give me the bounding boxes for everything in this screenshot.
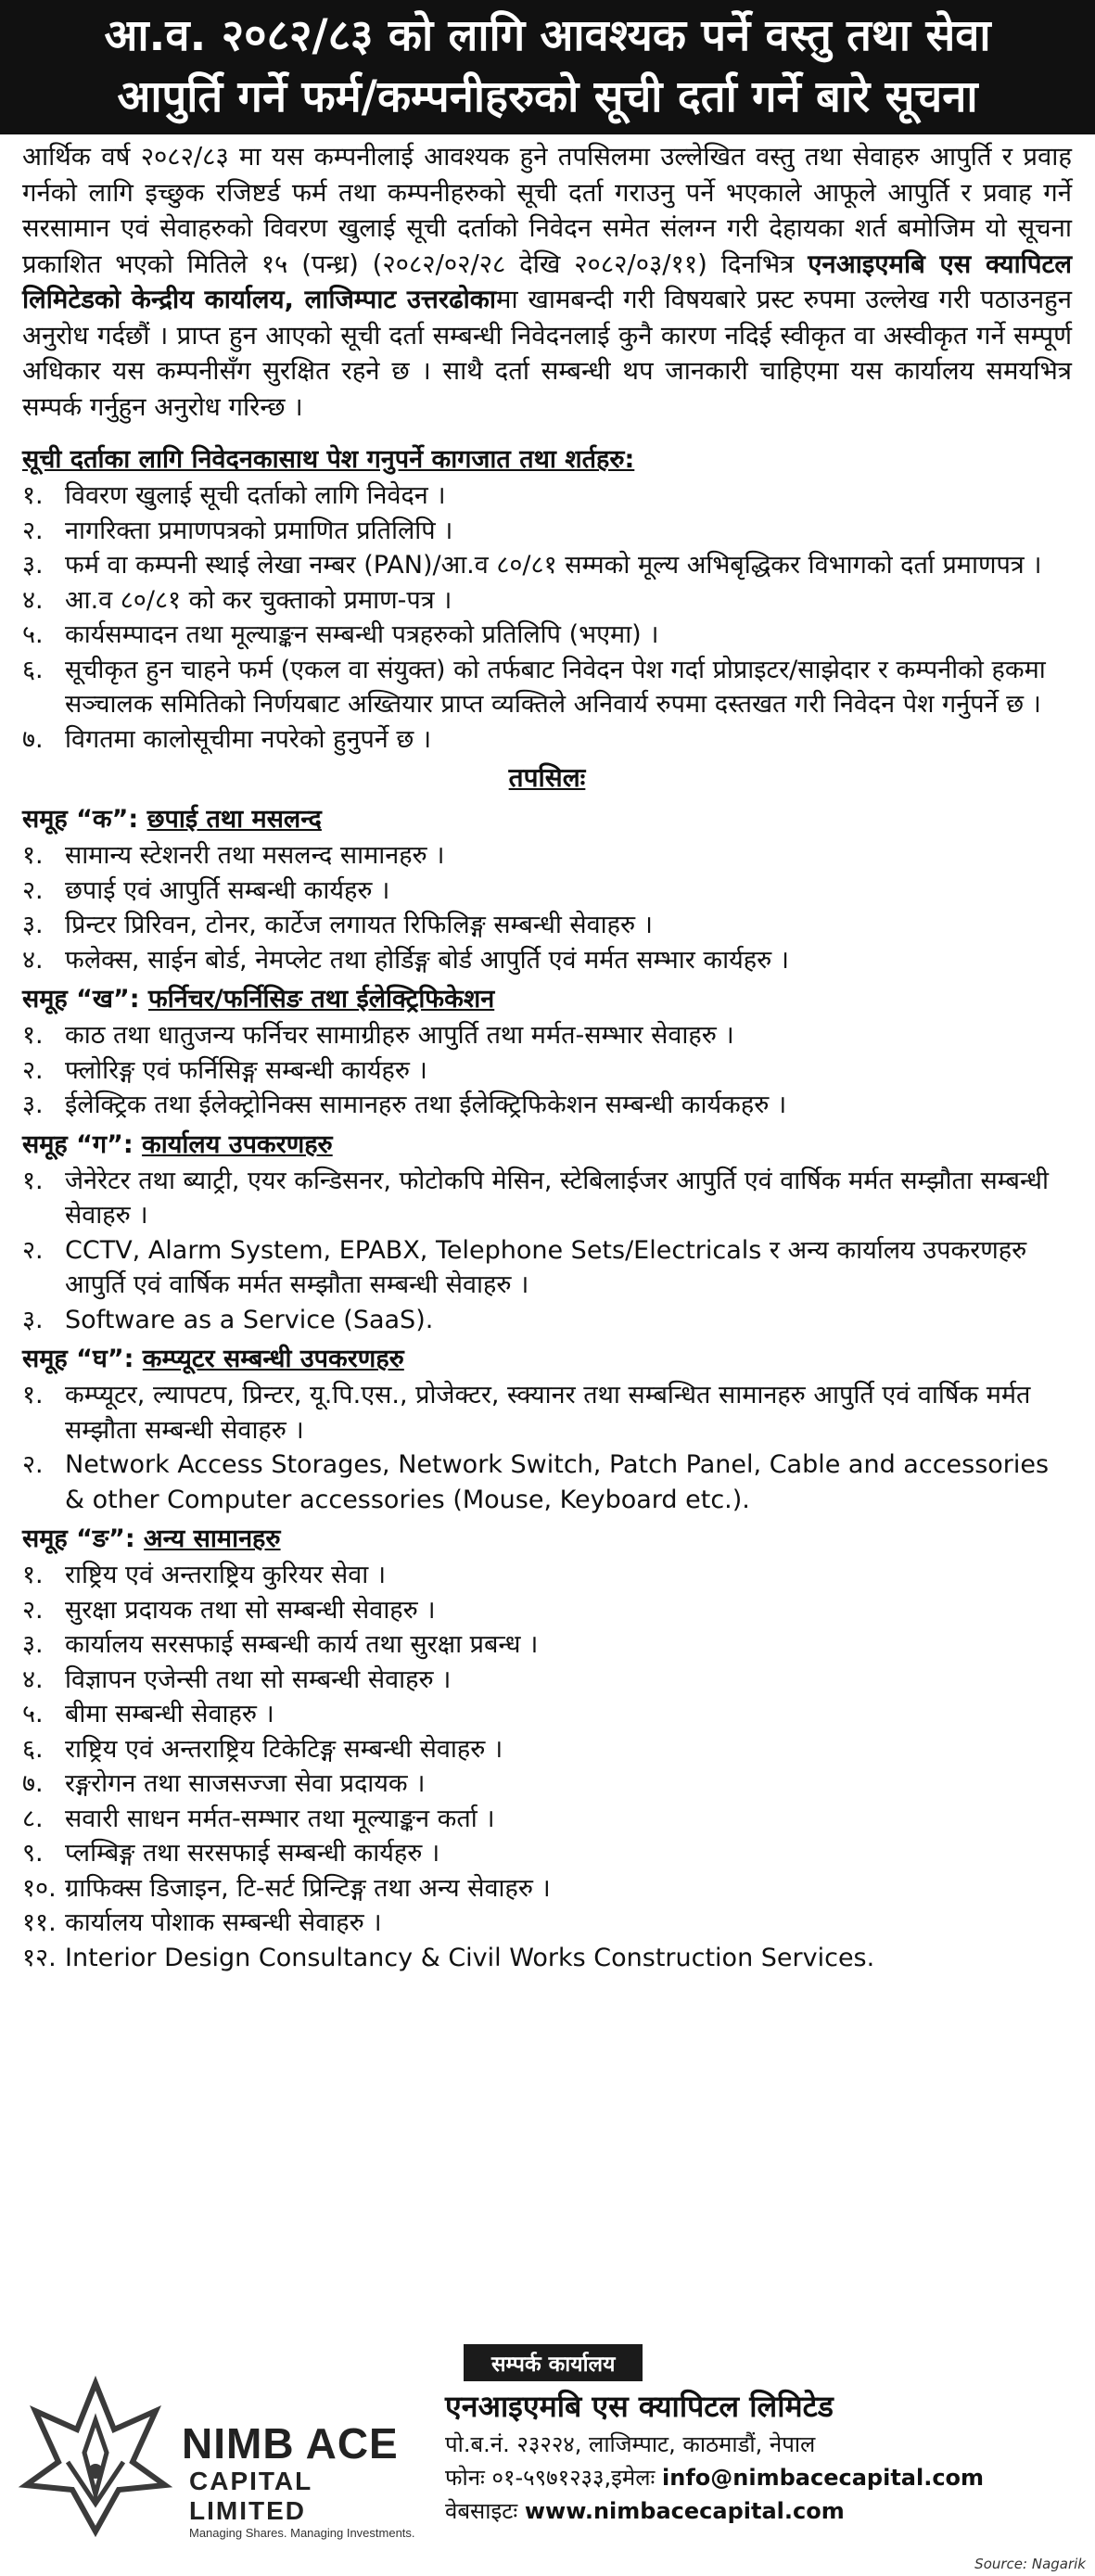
contact-block — [445, 2344, 1085, 2528]
item-number: १. — [22, 1021, 44, 1050]
brand-tagline: Managing Shares. Managing Investments. — [189, 2526, 415, 2540]
item-text: विगतमा कालोसूचीमा नपरेको हुनुपर्ने छ । — [65, 724, 432, 754]
brand-text — [182, 2420, 425, 2540]
service-group — [22, 1127, 1072, 1338]
website-label: वेबसाइटः — [445, 2498, 518, 2524]
service-item — [22, 1697, 1072, 1732]
group-label: समूह “ङ”: — [22, 1524, 145, 1553]
service-item — [22, 1906, 1072, 1941]
item-text: सुरक्षा प्रदायक तथा सो सम्बन्धी सेवाहरु । — [65, 1595, 436, 1625]
item-number: २. — [22, 516, 44, 545]
service-item — [22, 874, 1072, 909]
service-item — [22, 1871, 1072, 1906]
group-title — [22, 801, 1072, 838]
item-text: Software as a Service (SaaS). — [65, 1305, 434, 1334]
item-text: सवारी साधन मर्मत-सम्भार तथा मूल्याङ्कन कर्ता । — [65, 1804, 495, 1833]
service-group — [22, 981, 1072, 1123]
service-group — [22, 801, 1072, 977]
service-item — [22, 1164, 1072, 1233]
contact-office-label: सम्पर्क कार्यालय — [464, 2344, 643, 2381]
phone-number: ०१-५९७१२३३, — [491, 2465, 612, 2491]
brand-subtitle: CAPITAL LIMITED — [189, 2467, 312, 2525]
item-number: ३. — [22, 1090, 44, 1119]
company-name: एनआइएमबि एस क्यापिटल लिमिटेड — [445, 2389, 834, 2424]
item-number: ५. — [22, 1700, 44, 1728]
group-name: कम्प्यूटर सम्बन्धी उपकरणहरु — [142, 1345, 404, 1373]
service-item — [22, 1378, 1072, 1447]
item-text: कार्यालय पोशाक सम्बन्धी सेवाहरु । — [65, 1908, 382, 1937]
intro-text-2: मा खामबन्दी गरी विषयबारे प्रस्ट रुपमा उल्लेख गरी पठाउनहुन अनुरोध गर्दछौं । प्राप्त हुन आएको सूची दर्ता सम्बन्धी निवेदनलाई कुनै कारण नदिई स्वीकृत वा अस्वीकृत गर्ने सम्पूर्ण अधिकार यस कम्पनीसँग सुरक्षित रहने छ । साथै दर्ता सम्बन्धी थप जानकारी चाहिएमा यस कार्यालय समयभित्र सम्पर्क गर्नुहुन अनुरोध गरिन्छ । — [22, 285, 1073, 422]
group-items — [22, 838, 1072, 977]
postal-address: पो.ब.नं. २३२२४, लाजिम्पाट, काठमाडौं, नेपाल — [445, 2431, 816, 2457]
group-title — [22, 1127, 1072, 1164]
service-group — [22, 1521, 1072, 1975]
item-number: ३. — [22, 551, 44, 580]
item-text: ईलेक्ट्रिक तथा ईलेक्ट्रोनिक्स सामानहरु तथा ईलेक्ट्रिफिकेशन सम्बन्धी कार्यकहरु । — [65, 1090, 787, 1119]
service-item — [22, 908, 1072, 943]
requirement-item — [22, 548, 1072, 583]
item-text: राष्ट्रिय एवं अन्तराष्ट्रिय टिकेटिङ्ग सम्बन्धी सेवाहरु । — [65, 1734, 503, 1764]
notice-body — [22, 139, 1072, 1975]
item-number: ३. — [22, 911, 44, 939]
service-item — [22, 1802, 1072, 1837]
phone-label: फोनः — [445, 2465, 485, 2491]
item-text: कार्यसम्पादन तथा मूल्याङ्कन सम्बन्धी पत्रहरुको प्रतिलिपि (भएमा) । — [65, 620, 659, 649]
service-item — [22, 1627, 1072, 1663]
group-name: छपाई तथा मसलन्द — [146, 805, 322, 834]
item-text: नागरिक्ता प्रमाणपत्रको प्रमाणित प्रतिलिपि । — [65, 516, 453, 545]
requirement-item — [22, 478, 1072, 514]
requirements-title: सूची दर्ताका लागि निवेदनकासाथ पेश गनुपर्ने कागजात तथा शर्तहरु: — [22, 445, 635, 474]
group-label: समूह “क”: — [22, 805, 147, 834]
group-title — [22, 1521, 1072, 1558]
service-item — [22, 1447, 1072, 1517]
group-name: कार्यालय उपकरणहरु — [142, 1129, 333, 1159]
item-number: ७. — [22, 724, 44, 754]
item-text: सामान्य स्टेशनरी तथा मसलन्द सामानहरु । — [65, 841, 445, 870]
item-text: ग्राफिक्स डिजाइन, टि-सर्ट प्रिन्टिङ्ग तथा अन्य सेवाहरु । — [65, 1873, 551, 1903]
item-number: २. — [22, 875, 44, 905]
phone-email-line — [445, 2461, 1085, 2494]
requirement-item — [22, 514, 1072, 549]
email-label: इमेलः — [611, 2465, 656, 2491]
item-text: विवरण खुलाई सूची दर्ताको लागि निवेदन । — [65, 481, 446, 510]
company-logo — [17, 2355, 425, 2550]
group-label: समूह “ख”: — [22, 985, 148, 1014]
item-number: ४. — [22, 585, 44, 615]
intro-text-1: आर्थिक वर्ष २०८२/८३ मा यस कम्पनीलाई आवश्यक हुने तपसिलमा उल्लेखित वस्तु तथा सेवाहरु आपुर्ति र प्रवाह गर्नको लागि इच्छुक रजिष्टर्ड फर्म तथा कम्पनीहरुको सूची दर्ता गराउनु पर्ने भएकाले आफूले आपुर्ति र प्रवाह गर्ने सरसामान एवं सेवाहरुको विवरण खुलाई सूची दर्ताको निवेदन समेत संलग्न गरी देहायका शर्त बमोजिम यो सूचना प्रकाशित भएको मितिले १५ (पन्ध्र) (२०८२/०२/२८ देखि २०८२/०३/११) दिनभित्र — [22, 142, 1072, 279]
group-name: फर्निचर/फर्निसिङ तथा ईलेक्ट्रिफिकेशन — [147, 985, 495, 1014]
requirement-item — [22, 618, 1072, 653]
item-number: १२. — [22, 1943, 57, 1972]
service-item — [22, 1941, 1072, 1976]
item-number: २. — [22, 1450, 44, 1479]
item-text: कार्यालय सरसफाई सम्बन्धी कार्य तथा सुरक्षा प्रबन्ध । — [65, 1630, 539, 1659]
item-text: Interior Design Consultancy & Civil Works Construction Services. — [65, 1943, 875, 1972]
intro-paragraph — [22, 139, 1072, 425]
requirements-list — [22, 478, 1072, 757]
item-number: २. — [22, 1595, 44, 1625]
service-group — [22, 1341, 1072, 1517]
service-item — [22, 1233, 1072, 1303]
group-items — [22, 1378, 1072, 1517]
group-items — [22, 1558, 1072, 1975]
service-item — [22, 1836, 1072, 1871]
notice-header — [0, 0, 1095, 134]
item-number: ७. — [22, 1769, 44, 1798]
item-text: बीमा सम्बन्धी सेवाहरु । — [65, 1700, 274, 1728]
item-text: प्लम्बिङ्ग तथा सरसफाई सम्बन्धी कार्यहरु । — [65, 1839, 440, 1868]
group-label: समूह “ग”: — [22, 1129, 143, 1159]
service-item — [22, 943, 1072, 978]
item-number: २. — [22, 1235, 44, 1265]
item-text: फ्लोरिङ्ग एवं फर्निसिङ्ग सम्बन्धी कार्यहरु । — [65, 1055, 427, 1085]
service-item — [22, 1303, 1072, 1338]
item-number: १. — [22, 481, 44, 510]
notice-title-line-1: आ.व. २०८२/८३ को लागि आवश्यक पर्ने वस्तु तथा सेवा — [104, 10, 991, 61]
service-item — [22, 1766, 1072, 1802]
item-number: ५. — [22, 620, 44, 649]
item-text: CCTV, Alarm System, EPABX, Telephone Sets/Electricals र अन्य कार्यालय उपकरणहरु आपुर्ति एवं वार्षिक मर्मत सम्झौता सम्बन्धी सेवाहरु । — [65, 1235, 1027, 1299]
item-number: ६. — [22, 655, 44, 684]
item-text: प्रिन्टर प्रिरिवन, टोनर, कार्टेज लगायत रिफिलिङ्ग सम्बन्धी सेवाहरु । — [65, 911, 653, 939]
item-text: Network Access Storages, Network Switch, Patch Panel, Cable and accessories & other Computer accessories (Mouse, Keyboard etc.). — [65, 1450, 1050, 1514]
item-number: १. — [22, 1381, 44, 1409]
service-item — [22, 1558, 1072, 1593]
service-item — [22, 1053, 1072, 1089]
service-item — [22, 1088, 1072, 1123]
item-text: राष्ट्रिय एवं अन्तराष्ट्रिय कुरियर सेवा । — [65, 1561, 387, 1589]
group-title — [22, 981, 1072, 1018]
item-text: विज्ञापन एजेन्सी तथा सो सम्बन्धी सेवाहरु । — [65, 1664, 452, 1694]
item-text: जेनेरेटर तथा ब्याट्री, एयर कन्डिसनर, फोटोकपि मेसिन, स्टेबिलाईजर आपुर्ति एवं वार्षिक मर्मत सम्झौता सम्बन्धी सेवाहरु । — [65, 1166, 1050, 1230]
item-number: १. — [22, 1561, 44, 1589]
group-title — [22, 1341, 1072, 1378]
group-items — [22, 1018, 1072, 1123]
item-text: छपाई एवं आपुर्ति सम्बन्धी कार्यहरु । — [65, 875, 390, 905]
item-text: सूचीकृत हुन चाहने फर्म (एकल वा संयुक्त) को तर्फबाट निवेदन पेश गर्दा प्रोप्राइटर/साझेदार र कम्पनीको हकमा सञ्चालक समितिको निर्णयबाट अख्तियार प्राप्त व्यक्तिले अनिवार्य रुपमा दस्तखत गरी निवेदन पेश गर्नुपर्ने छ । — [65, 655, 1046, 719]
item-text: फर्म वा कम्पनी स्थाई लेखा नम्बर (PAN)/आ.व ८०/८१ सम्मको मूल्य अभिबृद्धिकर विभागको दर्ता प्रमाणपत्र । — [65, 551, 1042, 580]
item-number: २. — [22, 1055, 44, 1085]
notice-footer — [0, 2327, 1095, 2576]
requirement-item — [22, 722, 1072, 758]
item-number: ११. — [22, 1908, 57, 1937]
notice-title-line-2: आपुर्ति गर्ने फर्म/कम्पनीहरुको सूची दर्ता गर्ने बारे सूचना — [117, 71, 978, 122]
service-item — [22, 1593, 1072, 1628]
tapasil-heading: तपसिलः — [508, 762, 586, 793]
service-item — [22, 1018, 1072, 1053]
website-link[interactable]: www.nimbacecapital.com — [524, 2498, 845, 2524]
service-groups — [22, 801, 1072, 1975]
item-number: ४. — [22, 1664, 44, 1694]
item-text: काठ तथा धातुजन्य फर्निचर सामाग्रीहरु आपुर्ति तथा मर्मत-सम्भार सेवाहरु । — [65, 1021, 734, 1050]
service-item — [22, 1663, 1072, 1698]
service-item — [22, 1732, 1072, 1767]
group-label: समूह “घ”: — [22, 1345, 143, 1373]
item-number: १०. — [22, 1873, 57, 1903]
website-line — [445, 2494, 1085, 2528]
item-number: १. — [22, 841, 44, 870]
item-number: ३. — [22, 1630, 44, 1659]
item-number: ४. — [22, 945, 44, 975]
item-number: ९. — [22, 1839, 44, 1868]
group-items — [22, 1164, 1072, 1338]
lotus-logo-icon — [17, 2374, 174, 2541]
item-number: १. — [22, 1166, 44, 1195]
item-number: ८. — [22, 1804, 44, 1833]
intro-office-name: एनआइएमबि एस क्यापिटल लिमिटेडको केन्द्रीय कार्यालय, लाजिम्पाट उत्तरढोका — [22, 249, 1072, 314]
brand-name: NIMB ACE — [182, 2419, 399, 2468]
item-number: ६. — [22, 1734, 44, 1764]
item-text: कम्प्यूटर, ल्यापटप, प्रिन्टर, यू.पि.एस., प्रोजेक्टर, स्क्यानर तथा सम्बन्धित सामानहरु आपुर्ति एवं वार्षिक मर्मत सम्झौता सम्बन्धी सेवाहरु । — [65, 1381, 1031, 1445]
item-text: फलेक्स, साईन बोर्ड, नेमप्लेट तथा होर्डिङ्ग बोर्ड आपुर्ति एवं मर्मत सम्भार कार्यहरु । — [65, 945, 790, 975]
item-text: रङ्गरोगन तथा साजसज्जा सेवा प्रदायक । — [65, 1769, 426, 1798]
service-item — [22, 838, 1072, 874]
requirement-item — [22, 653, 1072, 722]
item-number: ३. — [22, 1305, 44, 1334]
group-name: अन्य सामानहरु — [144, 1524, 281, 1553]
requirement-item — [22, 583, 1072, 618]
email-link[interactable]: info@nimbacecapital.com — [662, 2465, 985, 2491]
item-text: आ.व ८०/८१ को कर चुक्ताको प्रमाण-पत्र । — [65, 585, 452, 615]
source-credit: Source: Nagarik — [974, 2556, 1086, 2572]
